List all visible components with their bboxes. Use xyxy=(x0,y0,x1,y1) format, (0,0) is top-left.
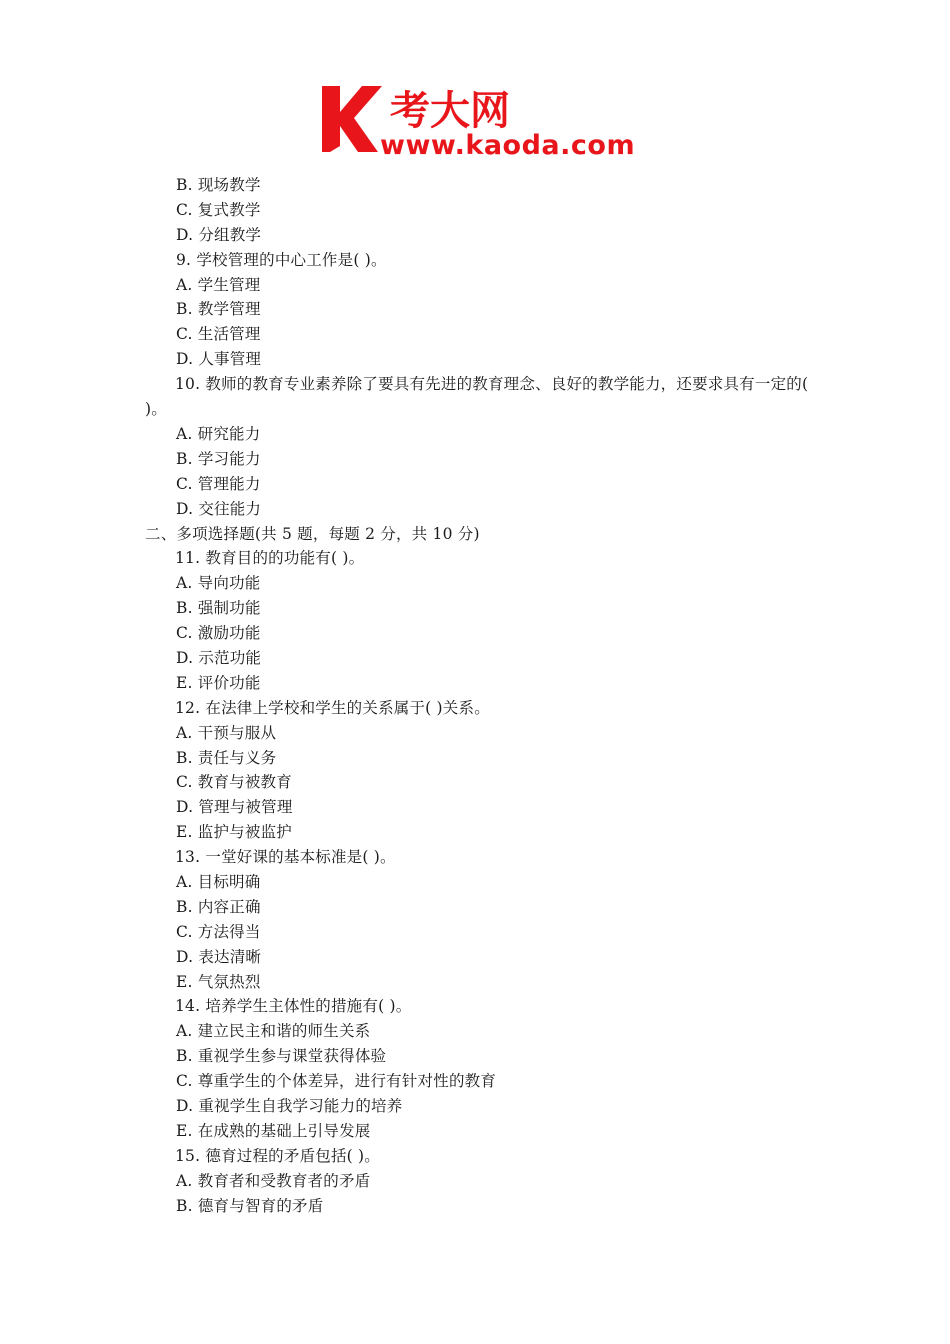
brand-url: www.kaoda.com xyxy=(380,130,636,160)
option-line: B. 重视学生参与课堂获得体验 xyxy=(176,1047,387,1066)
option-line: C. 管理能力 xyxy=(176,474,261,493)
question-9-stem: 9. 学校管理的中心工作是( )。 xyxy=(176,250,387,269)
question-14-stem: 14. 培养学生主体性的措施有( )。 xyxy=(175,997,412,1016)
option-line: C. 生活管理 xyxy=(176,325,261,344)
option-line: C. 复式教学 xyxy=(176,200,261,219)
question-15-stem: 15. 德育过程的矛盾包括( )。 xyxy=(175,1146,380,1165)
option-line: A. 研究能力 xyxy=(176,424,261,443)
question-12-stem: 12. 在法律上学校和学生的关系属于( )关系。 xyxy=(175,698,490,717)
option-line: B. 现场教学 xyxy=(176,176,261,194)
option-line: D. 表达清晰 xyxy=(176,947,262,966)
option-line: A. 导向功能 xyxy=(176,574,261,593)
option-line: D. 人事管理 xyxy=(176,350,262,369)
document-body xyxy=(145,173,810,1218)
option-line: D. 分组教学 xyxy=(176,225,262,244)
option-line: C. 尊重学生的个体差异，进行有针对性的教育 xyxy=(176,1072,497,1091)
brand-name: 考大网 xyxy=(390,88,510,134)
question-10-stem: 10. 教师的教育专业素养除了要具有先进的教育理念、良好的教学能力，还要求具有一定的( )。 xyxy=(145,375,809,419)
option-line: D. 管理与被管理 xyxy=(176,798,293,817)
option-line: E. 评价功能 xyxy=(176,673,261,692)
k-mark-icon xyxy=(322,86,382,152)
option-line: E. 气氛热烈 xyxy=(176,972,261,991)
option-line: D. 交往能力 xyxy=(176,499,262,518)
option-line: A. 目标明确 xyxy=(176,872,261,891)
option-line: A. 建立民主和谐的师生关系 xyxy=(176,1022,371,1041)
option-line: A. 教育者和受教育者的矛盾 xyxy=(176,1171,371,1190)
question-11-stem: 11. 教育目的的功能有( )。 xyxy=(175,549,365,568)
question-13-stem: 13. 一堂好课的基本标准是( )。 xyxy=(175,848,396,867)
option-line: C. 方法得当 xyxy=(176,922,261,941)
option-line: B. 内容正确 xyxy=(176,897,261,916)
option-line: E. 监护与被监护 xyxy=(176,823,292,842)
option-line: D. 示范功能 xyxy=(176,648,262,667)
option-line: E. 在成熟的基础上引导发展 xyxy=(176,1121,371,1140)
option-line: A. 学生管理 xyxy=(176,275,261,294)
option-line: B. 教学管理 xyxy=(176,300,261,319)
option-line: C. 教育与被教育 xyxy=(176,773,292,792)
option-line: B. 德育与智育的矛盾 xyxy=(176,1196,324,1215)
option-line: C. 激励功能 xyxy=(176,624,261,643)
option-line: A. 干预与服从 xyxy=(176,723,277,742)
option-line: D. 重视学生自我学习能力的培养 xyxy=(176,1096,403,1115)
section-heading: 二、多项选择题(共 5 题，每题 2 分，共 10 分) xyxy=(145,524,480,543)
option-line: B. 学习能力 xyxy=(176,449,261,468)
option-line: B. 责任与义务 xyxy=(176,748,277,767)
kaoda-logo-graphic xyxy=(318,80,640,160)
option-line: B. 强制功能 xyxy=(176,599,261,618)
kaoda-logo xyxy=(318,80,640,160)
